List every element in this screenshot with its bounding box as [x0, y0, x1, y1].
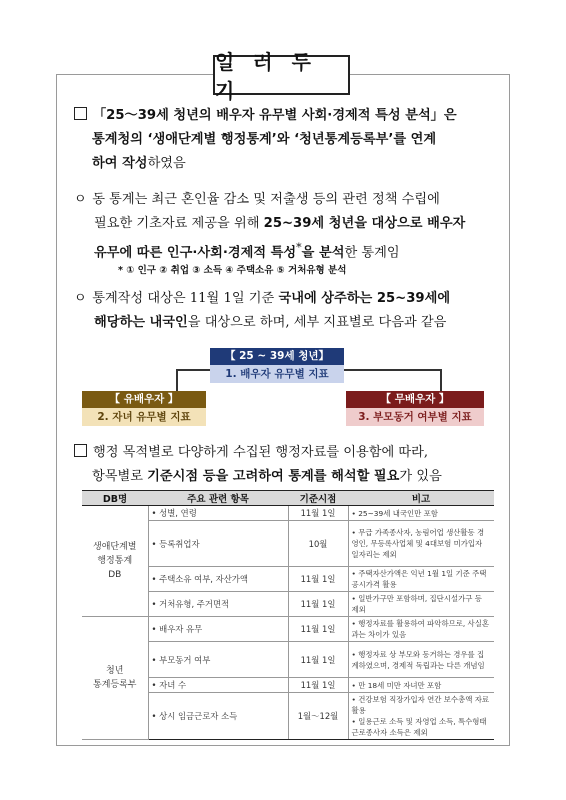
purpose-line-3c: 한 통계임	[344, 245, 400, 261]
node-youth-head: 【 25 ~ 39세 청년】	[210, 348, 344, 365]
node-married	[82, 391, 206, 426]
intro-line-3-tail: 하였음	[147, 156, 186, 171]
row-time: 11월 1일	[288, 678, 348, 693]
row-time: 11월 1일	[288, 506, 348, 521]
col-reference-time: 기준시점	[288, 491, 348, 506]
purpose-line-2a: 필요한 기초자료 제공을 위해	[94, 216, 264, 231]
page-title-text: 일 러 두 기	[215, 50, 317, 103]
col-items: 주요 관련 항목	[148, 491, 288, 506]
connector-right	[440, 369, 442, 391]
row-item: • 부모동거 여부	[148, 642, 288, 678]
intro-line-1: 「25～39세 청년의 배우자 유무별 사회·경제적 특성 분석」은	[93, 108, 457, 123]
target-line-2a: 해당하는 내국인	[94, 315, 188, 330]
table-row	[82, 617, 494, 642]
node-unmarried	[346, 391, 484, 426]
row-note: • 주택자산가액은 익년 1월 1일 기준 주택공시가격 활용	[348, 567, 494, 592]
row-note: • 행정자료 상 부모와 동거하는 경우를 집계하였으며, 경제적 독립과는 다른 개념임	[348, 642, 494, 678]
row-note: • 25~39세 내국인만 포함	[348, 506, 494, 521]
connector-left	[176, 369, 178, 391]
row-note: • 만 18세 미만 자녀만 포함	[348, 678, 494, 693]
row-item: • 자녀 수	[148, 678, 288, 693]
checkbox-square-icon	[74, 107, 87, 120]
db-table	[82, 490, 494, 740]
intro-line-3-bold: 하여 작성	[92, 156, 148, 171]
target-line-1b: 국내에 상주하는 25~39세에	[278, 291, 451, 306]
intro-line-2: 통계청의 ‘생애단계별 행정통계’와 ‘청년통계등록부’를 연계	[92, 132, 437, 147]
purpose-line-3a: 유무에 따른 인구·사회·경제적 특성	[94, 245, 297, 261]
paragraph-intro	[74, 104, 494, 176]
footnote-categories: * ① 인구 ② 취업 ③ 소득 ④ 주택소유 ⑤ 거처유형 분석	[118, 265, 347, 276]
row-time: 11월 1일	[288, 567, 348, 592]
col-remarks: 비고	[348, 491, 494, 506]
node-married-body: 2. 자녀 유무별 지표	[82, 408, 206, 426]
row-time: 11월 1일	[288, 592, 348, 617]
caution-line-2b: 기준시점 등을 고려하여 통계를 해석할 필요	[147, 469, 400, 484]
col-db-name: DB명	[82, 491, 148, 506]
bullet-mark: ㅇ	[74, 291, 87, 306]
page-title	[213, 50, 350, 103]
caution-line-2c: 가 있음	[399, 469, 442, 484]
node-youth-body: 1. 배우자 유무별 지표	[210, 365, 344, 383]
node-unmarried-head: 【 무배우자 】	[346, 391, 484, 408]
row-time: 11월 1일	[288, 617, 348, 642]
purpose-line-2b: 25~39세 청년을 대상으로 배우자	[263, 216, 466, 231]
purpose-line-1: 동 통계는 최근 혼인율 감소 및 저출생 등의 관련 정책 수립에	[92, 192, 440, 207]
node-youth	[210, 348, 344, 383]
row-note: • 행정자료를 활용하여 파악하므로, 사실혼과는 차이가 있음	[348, 617, 494, 642]
row-time: 10월	[288, 521, 348, 567]
paragraph-target	[74, 287, 494, 335]
group-youth-register: 청년 통계등록부	[82, 617, 148, 740]
purpose-line-3b: 을 분석	[301, 245, 345, 261]
row-item: • 상시 임금근로자 소득	[148, 693, 288, 740]
row-item: • 배우자 유무	[148, 617, 288, 642]
table-header-row	[82, 491, 494, 506]
paragraph-caution	[74, 441, 494, 489]
bullet-mark: ㅇ	[74, 192, 87, 207]
caution-line-1: 행정 목적별로 다양하게 수집된 행정자료를 이용함에 따라,	[93, 445, 429, 460]
row-item: • 성별, 연령	[148, 506, 288, 521]
footnote-star: *	[296, 241, 302, 254]
row-item: • 주택소유 여부, 자산가액	[148, 567, 288, 592]
group-lifecycle-db: 생애단계별 행정통계 DB	[82, 506, 148, 617]
target-line-1a: 통계작성 대상은 11월 1일 기준	[92, 291, 279, 306]
row-item: • 거처유형, 주거면적	[148, 592, 288, 617]
row-time: 11월 1일	[288, 642, 348, 678]
row-note: • 일반가구만 포함하며, 집단시설가구 등 제외	[348, 592, 494, 617]
row-note: • 무급 가족종사자, 농림어업 생산활동 경영인, 무등록사업체 및 4대보험 미가입자 일자리는 제외	[348, 521, 494, 567]
node-unmarried-body: 3. 부모동거 여부별 지표	[346, 408, 484, 426]
row-time: 1월～12월	[288, 693, 348, 740]
paragraph-purpose	[74, 188, 494, 265]
target-line-2b: 을 대상으로 하며, 세부 지표별로 다음과 같음	[187, 315, 447, 330]
node-married-head: 【 유배우자 】	[82, 391, 206, 408]
checkbox-square-icon	[74, 444, 87, 457]
row-note: • 건강보험 직장가입자 연간 보수총액 자료 활용 • 일용근로 소득 및 자영업 소득, 특수형태근로종사자 소득은 제외	[348, 693, 494, 740]
caution-line-2a: 항목별로	[92, 469, 148, 484]
row-item: • 등록취업자	[148, 521, 288, 567]
table-row	[82, 506, 494, 521]
